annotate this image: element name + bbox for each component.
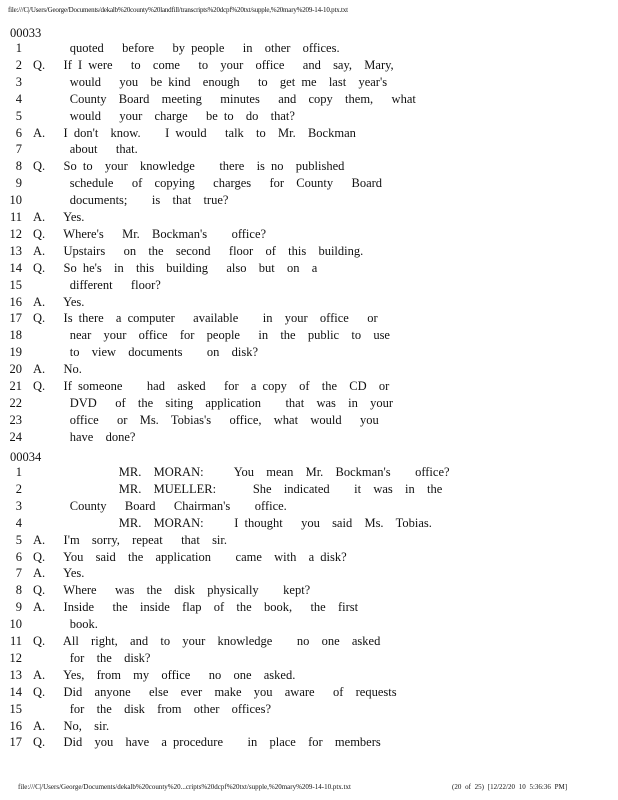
line-text: DVD of the siting application that was in your [33,395,394,410]
line-text: A. Yes. [33,566,85,581]
line-text: Q. Where's Mr. Bockman's office? [33,226,267,241]
line-text: for the disk? [33,650,151,665]
line-text: Q. Did you have a procedure in place for members [33,735,381,750]
line-text: Q. Is there a computer available in your office or [33,311,378,326]
line-number: 13 [9,667,22,682]
line-text: A. Upstairs on the second floor of this building. [33,243,364,258]
line-text: schedule of copying charges for County Board [33,176,383,191]
line-number: 19 [9,345,22,360]
line-number: 8 [15,583,22,598]
line-text: MR. MORAN: You mean Mr. Bockman's office? [33,465,450,479]
line-number: 20 [9,362,22,377]
line-number: 5 [15,108,22,123]
line-number: 3 [15,74,22,89]
line-number: 10 [9,617,22,632]
line-number: 15 [9,277,22,292]
line-number: 7 [15,142,22,157]
line-text: different floor? [33,277,161,292]
line-text: A. I'm sorry, repeat that sir. [33,532,228,547]
line-number: 17 [9,735,22,750]
header-file-path: file:///C|/Users/George/Documents/dekalb%20county%20landfill/transcripts%20dcpf%20txt/supple,%20mary%209-14-10.ptx.txt [8,6,348,14]
line-number: 18 [9,328,22,343]
line-number: 22 [9,395,22,410]
line-number: 5 [15,532,22,547]
line-text: office or Ms. Tobias's office, what would you [33,412,379,427]
line-number: 10 [9,193,22,208]
line-number: 2 [15,481,22,496]
line-text: near your office for people in the public to use [33,328,390,343]
line-number: 21 [9,379,22,393]
page-number: 00034 [10,450,42,464]
line-number: 15 [9,701,22,716]
line-text: Q. So he's in this building also but on a [33,260,318,275]
line-text: for the disk from other offices? [33,701,271,716]
line-text: Q. You said the application came with a disk? [33,549,347,564]
line-number: 12 [9,226,22,241]
line-number: 16 [9,718,22,733]
line-number: 1 [15,41,22,55]
line-number: 23 [9,412,22,427]
line-text: Q. So to your knowledge there is no published [33,159,345,174]
line-number: 7 [15,566,22,581]
line-number: 24 [9,429,22,444]
line-text: documents; is that true? [33,193,229,208]
line-text: about that. [33,142,138,157]
line-number: 14 [9,260,22,275]
line-number: 4 [15,91,22,106]
line-text: to view documents on disk? [33,345,259,360]
line-text: A. Yes. [33,294,85,309]
line-number: 3 [15,498,22,513]
line-text: book. [33,617,98,632]
line-text: Q. Where was the disk physically kept? [33,583,311,598]
line-number: 12 [9,650,22,665]
line-number: 2 [15,57,22,72]
line-text: MR. MUELLER: She indicated it was in the [33,481,443,496]
line-number: 16 [9,294,22,309]
line-number: 13 [9,243,22,258]
line-number: 8 [15,159,22,174]
line-text: Q. If I were to come to your office and say, Mary, [33,57,394,72]
line-number: 17 [9,311,22,326]
line-text: A. Yes. [33,210,85,224]
line-text: MR. MORAN: I thought you said Ms. Tobias. [33,515,432,530]
line-text: A. Inside the inside flap of the book, the first [33,600,359,615]
line-number: 1 [15,465,22,479]
line-text: Q. Did anyone else ever make you aware of requests [33,684,397,699]
line-number: 6 [15,125,22,140]
line-text: quoted before by people in other offices. [33,41,340,55]
line-text: County Board meeting minutes and copy them, what [33,91,416,106]
line-text: Q. If someone had asked for a copy of the CD or [33,379,390,393]
line-text: A. I don't know. I would talk to Mr. Bockman [33,125,356,140]
line-text: would you be kind enough to get me last year's [33,74,388,89]
line-text: Q. All right, and to your knowledge no one asked [33,634,381,648]
footer-page-info: (20 of 25) [12/22/20 10 5:36:36 PM] [452,783,568,791]
line-number: 9 [15,600,22,615]
line-number: 11 [9,210,22,224]
line-number: 9 [15,176,22,191]
line-number: 4 [15,515,22,530]
line-text: A. Yes, from my office no one asked. [33,667,296,682]
line-text: have done? [33,429,136,444]
line-text: A. No, sir. [33,718,110,733]
line-text: County Board Chairman's office. [33,498,287,513]
line-number: 11 [9,634,22,648]
page-number: 00033 [10,26,42,40]
line-text: would your charge be to do that? [33,108,295,123]
line-number: 14 [9,684,22,699]
line-number: 6 [15,549,22,564]
footer-file-path: file:///C|/Users/George/Documents/dekalb%20county%20...cripts%20dcpf%20txt/supple,%20mary%209-14-10.ptx.txt [18,783,351,791]
line-text: A. No. [33,362,82,377]
